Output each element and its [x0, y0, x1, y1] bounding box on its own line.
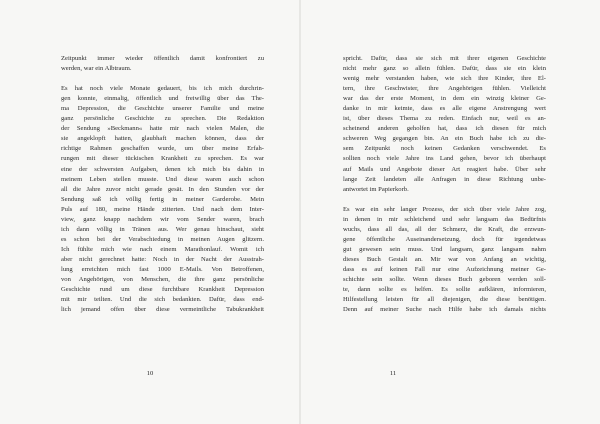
text-line: Zeitpunkt immer wieder öffentlich damit konfrontiert zu — [61, 55, 264, 62]
text-line: der Sendung »Beckmann« hatte mir nach vielen Malen, die — [61, 125, 264, 133]
text-line: dass es auf keinen Fall nur eine Aufzeichnung meiner Ge- — [343, 265, 546, 273]
text-line: Sendung saß ich völlig fertig in meiner Garderobe. Mein — [61, 195, 264, 203]
page-number: 10 — [146, 370, 154, 377]
text-line: Es war ein sehr langer Prozess, der sich über viele Jahre zog, — [343, 205, 546, 213]
right-page-text — [343, 54, 546, 315]
text-line: ganz persönliche Geschichte zu sprechen. Die Redaktion — [61, 115, 264, 123]
paragraph — [61, 84, 264, 315]
text-line: gen konnte, einmalig, öffentlich und freiwillig über das The- — [61, 95, 264, 103]
text-line: meinem Leben stellen musste. Und diese waren auch schon — [61, 175, 264, 183]
text-line: nicht mehr ganz so allein fühlen. Dafür, dass sie ein klein — [343, 65, 546, 73]
text-line: Denn auf meiner Suche nach Hilfe habe ich damals nichts — [343, 306, 546, 314]
text-line: sie angeklopft hatten, glaubhaft machen können, dass der — [61, 135, 264, 143]
text-line: antwortet im Papierkorb. — [343, 185, 409, 193]
text-line: rungen mit dieser tückischen Krankheit zu sprechen. Es war — [61, 155, 264, 163]
text-line: sem Zeitpunkt noch keinen Gedanken verschwendet. Es — [343, 145, 546, 153]
text-line: dieses Buch Gestalt an. Mir war von Anfang an wichtig, — [343, 255, 546, 263]
paragraph — [61, 54, 264, 74]
text-line: ist, über dieses Thema zu reden. Einfach nur, weil es an- — [343, 115, 546, 123]
text-line: war das der erste Moment, in dem ein winzig kleiner Ge- — [343, 95, 546, 103]
text-line: spricht. Dafür, dass sie sich mit ihrer eigenen Geschichte — [343, 55, 546, 62]
text-line: in denen in mir schleichend und sehr langsam das Bedürfnis — [343, 215, 546, 223]
text-line: gut gewesen sein muss. Und langsam, ganz langsam nahm — [343, 245, 546, 253]
page-number: 11 — [389, 370, 397, 377]
text-line: ich dann völlig in Tränen aus. Wer genau hinschaut, sieht — [61, 225, 264, 233]
text-line: schweren Weg gegangen bin. An ein Buch habe ich zu die- — [343, 135, 546, 143]
text-line: tern, ihre Geschwister, ihre Angehörigen fühlen. Vielleicht — [343, 85, 546, 93]
text-line: wuchs, dass all das, all der Schmerz, die Kraft, die erzwun- — [343, 225, 546, 233]
text-line: all die Jahre zuvor nicht gerade gesät. In den Stunden vor der — [61, 185, 264, 193]
text-line: mit mir teilten. Und die sich bedankten. Dafür, dass end- — [61, 296, 264, 304]
text-line: te, dann sollte es helfen. Es sollte aufklären, informieren, — [343, 286, 546, 294]
text-line: Es hat noch viele Monate gedauert, bis ich mich durchrin- — [61, 85, 264, 93]
text-line: Hilfestellung leisten für all diejenigen, die diese benötigen. — [343, 296, 546, 304]
text-line: richtige Rahmen geschaffen wurde, um über meine Erfah- — [61, 145, 264, 153]
text-line: ma Depression, die Geschichte unserer Familie und meine — [61, 105, 264, 113]
text-line: Ich fühlte mich wie nach einem Marathonlauf. Womit ich — [61, 245, 264, 253]
text-line: von Angehörigen, von Menschen, die ihre ganz persönliche — [61, 276, 264, 284]
text-line: werden, war ein Albtraum. — [61, 65, 132, 73]
left-page-text — [61, 54, 264, 315]
text-line: wenig mehr verstanden haben, wie sich ihre Kinder, ihre El- — [343, 75, 546, 83]
text-line: Puls auf 180, meine Hände zitterten. Und nach dem Inter- — [61, 205, 264, 213]
paragraph — [343, 54, 546, 195]
text-line: aber nicht gerechnet hatte: Noch in der Nacht der Ausstrah- — [61, 255, 264, 263]
text-line: scheinend anderen geholfen hat, dass ich diesen für mich — [343, 125, 546, 133]
text-line: danke in mir keimte, dass es alle eigene Anstrengung wert — [343, 105, 546, 113]
text-line: lange Zeit landeten alle Anfragen in diese Richtung unbe- — [343, 175, 546, 183]
text-line: eine der schwersten Aufgaben, denen ich mich bis dahin in — [61, 165, 264, 173]
text-line: sollten noch viele Jahre ins Land gehen, bevor ich überhaupt — [343, 155, 546, 163]
text-line: es schon bei der Verabschiedung in meinen Augen glitzern. — [61, 235, 264, 243]
text-line: auf Mails und Angebote dieser Art reagiert habe. Über sehr — [343, 165, 546, 173]
text-line: view, ganz knapp nachdem wir vom Sender waren, brach — [61, 215, 264, 223]
text-line: gene öffentliche Auseinandersetzung, doch für irgendetwas — [343, 235, 546, 243]
text-line: lich jemand offen über diese vermeintliche Tabukrankheit — [61, 306, 264, 314]
text-line: lung erreichten mich fast 1000 E-Mails. Von Betroffenen, — [61, 265, 264, 273]
paragraph — [343, 205, 546, 316]
right-page — [300, 0, 600, 424]
text-line: schichte sein sollte. Wenn dieses Buch geboren werden soll- — [343, 276, 546, 284]
text-line: Geschichte rund um diese furchtbare Krankheit Depression — [61, 286, 264, 294]
